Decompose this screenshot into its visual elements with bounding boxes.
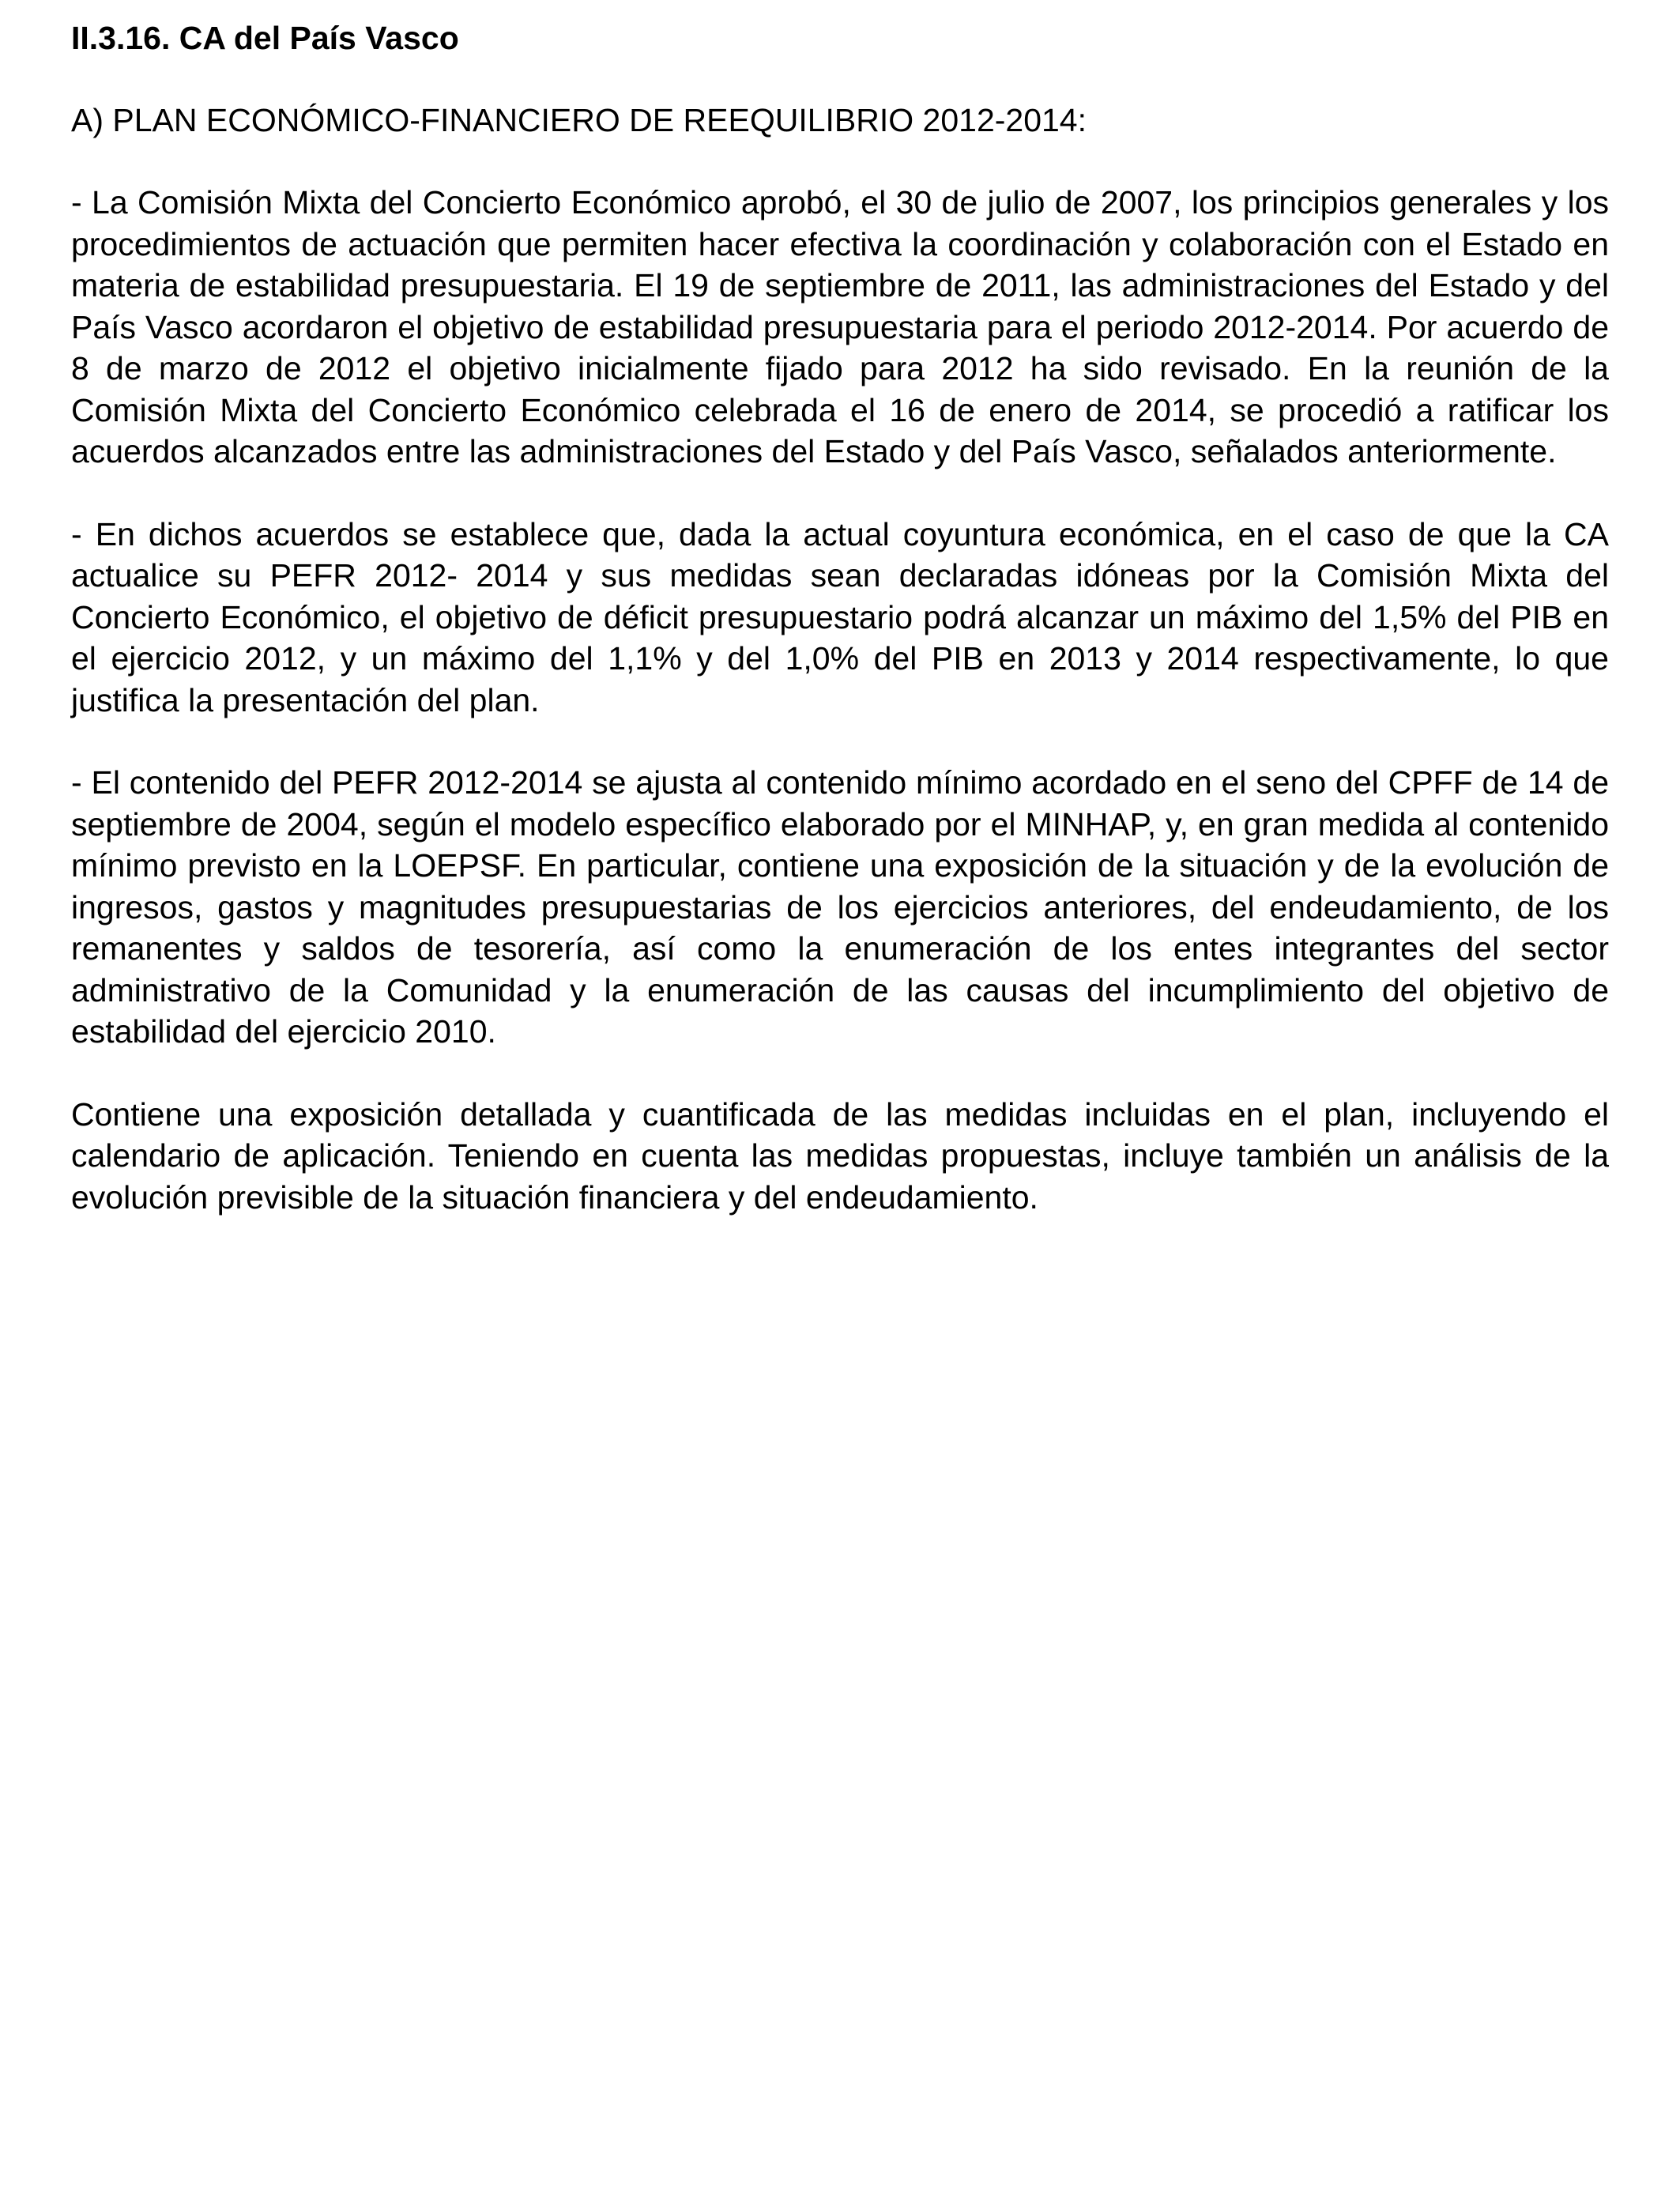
section-title: II.3.16. CA del País Vasco — [71, 20, 459, 56]
document-page — [71, 17, 1609, 1218]
paragraph-contenido-pefr: - El contenido del PEFR 2012-2014 se ajusta al contenido mínimo acordado en el seno del CPFF de 14 de septiembre de 2004, según el modelo específico elaborado por el MINHAP, y, en gran medida al contenido mínimo previsto en la LOEPSF. En particular, contiene una exposición de la situación y de la evolución de ingresos, gastos y magnitudes presupuestarias de los ejercicios anteriores, del endeudamiento, de los remanentes y saldos de tesorería, así como la enumeración de los entes integrantes del sector administrativo de la Comunidad y la enumeración de las causas del incumplimiento del objetivo de estabilidad del ejercicio 2010. — [71, 764, 1609, 1050]
paragraph-acuerdos: - En dichos acuerdos se establece que, dada la actual coyuntura económica, en el caso de que la CA actualice su PEFR 2012- 2014 y sus medidas sean declaradas idóneas por la Comisión Mixta del Concierto Económico, el objetivo de déficit presupuestario podrá alcanzar un máximo del 1,5% del PIB en el ejercicio 2012, y un máximo del 1,1% y del 1,0% del PIB en 2013 y 2014 respectivamente, lo que justifica la presentación del plan. — [71, 515, 1609, 718]
plan-subtitle: A) PLAN ECONÓMICO-FINANCIERO DE REEQUILIBRIO 2012-2014: — [71, 102, 1087, 138]
paragraph-comision-mixta: - La Comisión Mixta del Concierto Económico aprobó, el 30 de julio de 2007, los principios generales y los procedimientos de actuación que permiten hacer efectiva la coordinación y colaboración con el Estado en materia de estabilidad presupuestaria. El 19 de septiembre de 2011, las administraciones del Estado y del País Vasco acordaron el objetivo de estabilidad presupuestaria para el periodo 2012-2014. Por acuerdo de 8 de marzo de 2012 el objetivo inicialmente fijado para 2012 ha sido revisado. En la reunión de la Comisión Mixta del Concierto Económico celebrada el 16 de enero de 2014, se procedió a ratificar los acuerdos alcanzados entre las administraciones del Estado y del País Vasco, señalados anteriormente. — [71, 184, 1609, 469]
paragraph-medidas: Contiene una exposición detallada y cuantificada de las medidas incluidas en el plan, incluyendo el calendario de aplicación. Teniendo en cuenta las medidas propuestas, incluye también un análisis de la evolución previsible de la situación financiera y del endeudamiento. — [71, 1095, 1609, 1216]
